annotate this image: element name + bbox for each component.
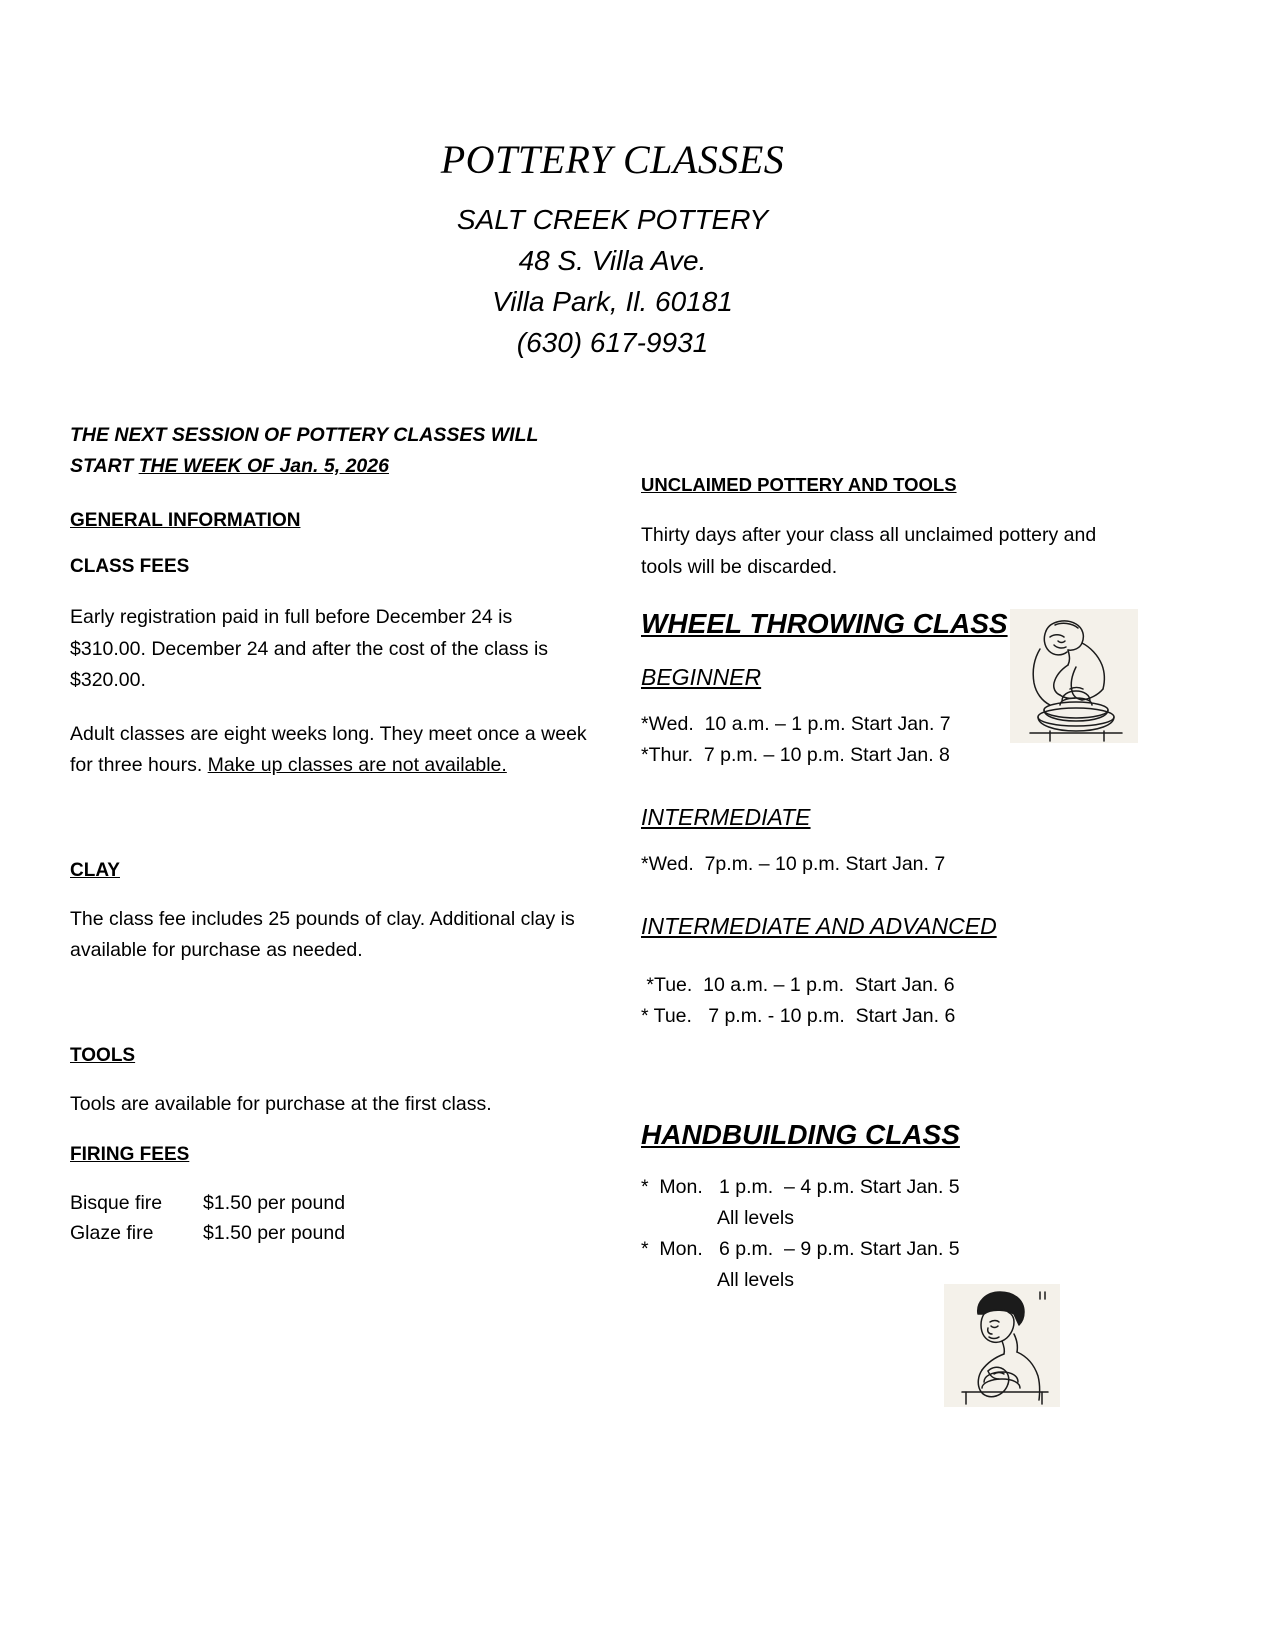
- spacer: [641, 958, 1141, 970]
- schedule-note: All levels: [717, 1207, 794, 1229]
- intermediate-advanced-level-title: INTERMEDIATE AND ADVANCED: [641, 913, 997, 939]
- left-column: [70, 420, 590, 1248]
- schedule-line: * Mon. 6 p.m. – 9 p.m. Start Jan. 5: [641, 1238, 960, 1260]
- announcement-line-1: THE NEXT SESSION OF POTTERY CLASSES WILL: [70, 424, 539, 446]
- spacer: [641, 771, 1141, 801]
- spacer: [641, 1086, 1141, 1116]
- schedule-line: * Tue. 7 p.m. - 10 p.m. Start Jan. 6: [641, 1005, 956, 1027]
- handbuilding-class-title: HANDBUILDING CLASS: [641, 1119, 960, 1150]
- right-column: [641, 472, 1141, 1296]
- document-header: [0, 135, 1225, 363]
- makeup-classes-note: Make up classes are not available.: [207, 754, 507, 776]
- firing-fee-row: [70, 1218, 590, 1248]
- schedule-line: * Mon. 1 p.m. – 4 p.m. Start Jan. 5: [641, 1176, 960, 1198]
- tools-heading: TOOLS: [70, 1044, 136, 1066]
- adult-classes-plain: Adult classes are eight weeks long. They meet once a week for three hours.: [70, 722, 587, 776]
- firing-fee-row: [70, 1188, 590, 1218]
- tools-text: Tools are available for purchase at the first class.: [70, 1092, 492, 1115]
- unclaimed-pottery-heading: UNCLAIMED POTTERY AND TOOLS: [641, 474, 957, 495]
- schedule-line: *Wed. 7p.m. – 10 p.m. Start Jan. 7: [641, 853, 946, 875]
- class-fees-heading: CLASS FEES: [70, 556, 190, 577]
- wheel-throwing-class-title: WHEEL THROWING CLASS: [641, 608, 1008, 639]
- adult-classes-text: [70, 719, 590, 782]
- firing-fee-name: Bisque fire: [70, 1192, 163, 1214]
- firing-fee-name: Glaze fire: [70, 1222, 154, 1244]
- street-address: 48 S. Villa Ave.: [518, 245, 707, 276]
- spacer: [70, 989, 590, 1043]
- general-information-heading: GENERAL INFORMATION: [70, 510, 301, 531]
- phone-number: (630) 617-9931: [516, 327, 709, 358]
- firing-fee-rate: $1.50 per pound: [203, 1192, 346, 1214]
- clay-heading: CLAY: [70, 859, 120, 881]
- schedule-note: All levels: [717, 1269, 794, 1291]
- schedule-line: *Tue. 10 a.m. – 1 p.m. Start Jan. 6: [641, 974, 955, 996]
- schedule-line: *Wed. 10 a.m. – 1 p.m. Start Jan. 7: [641, 713, 951, 735]
- class-fees-text: Early registration paid in full before December 24 is $310.00. December 24 and after the cost of the class is $320.00.: [70, 606, 549, 691]
- spacer: [641, 880, 1141, 910]
- announcement-start-date: THE WEEK OF Jan. 5, 2026: [138, 455, 389, 477]
- unclaimed-pottery-text: Thirty days after your class all unclaimed pottery and tools will be discarded.: [641, 524, 1097, 578]
- page-title: POTTERY CLASSES: [440, 137, 785, 182]
- potter-at-wheel-illustration: [1010, 609, 1138, 743]
- firing-fee-rate: $1.50 per pound: [203, 1222, 346, 1244]
- beginner-level-title: BEGINNER: [641, 664, 762, 690]
- firing-fees-heading: FIRING FEES: [70, 1144, 190, 1165]
- city-state-zip: Villa Park, Il. 60181: [492, 286, 733, 317]
- announcement-line-2-prefix: START: [70, 455, 139, 477]
- person-handbuilding-illustration: [944, 1284, 1060, 1407]
- clay-text: The class fee includes 25 pounds of clay. Additional clay is available for purchase as needed.: [70, 907, 575, 961]
- session-announcement: [70, 420, 590, 482]
- spacer: [641, 1032, 1141, 1086]
- studio-name: SALT CREEK POTTERY: [456, 204, 769, 235]
- intermediate-level-title: INTERMEDIATE: [641, 804, 811, 830]
- schedule-line: *Thur. 7 p.m. – 10 p.m. Start Jan. 8: [641, 744, 950, 766]
- spacer: [70, 804, 590, 858]
